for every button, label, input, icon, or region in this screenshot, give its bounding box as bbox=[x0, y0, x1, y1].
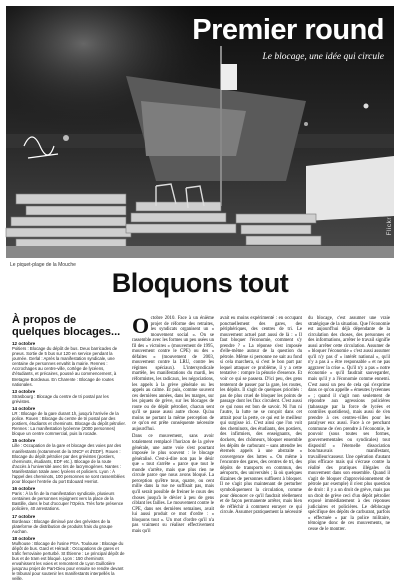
article-paragraph: Dans ce mouvement, sans avoir totalement remplacé l'horizon de la grève générale, une autre voie s'est pourtant imposée le plus souvent : le blocage généralisé. C'est-à-dire non pas le désir que « tout s'arrête » parce que tout le monde s'arrête, mais que plus rien ne circule parce que nous avons bloqué. La perception qu'être tous, quatre, ou cent mille dans la rue ne suffisait pas, mais qu'il serait possible de freiner le cours des choses jusqu'à le dévier à peu de gens ciblant les failles. Le mouvement contre le CPE, dans ses dernières semaines, avait lui aussi produit ce mot d'ordre : « bloquons tout ». Un mot d'ordre qu'il n'a pas vraiment su réaliser effectivement mais qu'il bbox=[132, 434, 214, 534]
photo-caption: Le piquet-plage de la Mouche bbox=[10, 262, 76, 268]
entry-date: 16 octobre bbox=[12, 486, 36, 492]
hero-title: Premier round bbox=[192, 14, 384, 46]
sidebar-entry bbox=[12, 406, 126, 436]
hero-photo bbox=[6, 6, 394, 258]
sidebar-title: À propos de quelques blocages... bbox=[12, 314, 121, 338]
headline: Bloquons tout bbox=[111, 268, 289, 298]
sidebar-blockades bbox=[12, 314, 126, 582]
sidebar-entry bbox=[12, 389, 126, 404]
entry-date: 18 octobre bbox=[12, 535, 36, 541]
article-column-3: du blocage, c'est assumer une vraie stratégique de la situation. Que l'économie est aujourd'hui déjà dépendante de la circulation des choses, des personnes et des informations, arrêter le travail signifie aussi arrêter cette circulation. Assumer de « bloquer l'économie » c'est aussi assumer qu'il n'y pas d' « intérêt national », qu'il n'y a pas à « être responsable » et ne pas aggraver la crise ». Qu'il n'y a pas « notre économie » qu'il faudrait sauvegarder, mais qu'il y a l'économie comme ennemi. C'est aussi un peu de cela qui s'exprime dans ce qu'on appelle « émeutes lycéennes » ; quand il s'agit non seulement de répondre aux agressions policières (tabassage par la force de lycées et contrôles quotidiens), mais aussi de s'en prendre à ces centres-villes pour les paralyser eux aussi. Face à ce penchant commune de s'en prendre à l'économie, le pouvoir (sous toutes ses formes, gouvernementales ou syndicales) tout dispositif « l'éternelle dissociation bon/mauvais manifestant, travailleur/casseur. Une opération d'autant plus efficace mais qui s'écrase contre la réalité des pratiques illégales du mouvement dans son ensemble. Quand il s'agit de bloquer d'approvisionnement de pétrole par exemple) il n'est plus question de droit : il y a un droit de grève, mais pas un droit de grève ceci d'un dépôt pétrolier exposé immédiatement à des réponses judiciaires et policières. Le déblocage spécifique des dépôts de carburant, parfois « effectuée » par la police militaire, témoigne donc de ces mouvements, ne cesse de le montrer. bbox=[308, 316, 390, 532]
article-column-1 bbox=[132, 313, 214, 560]
hero-subtitle: Le blocage, une idée qui circule bbox=[262, 52, 384, 62]
entry-text: Bordeaux : Blocage diminué par des grévistes de la plateforme de distribution de produits frais du groupe Auchan. bbox=[12, 518, 113, 534]
sidebar-entry bbox=[12, 536, 126, 582]
entry-date: 17 octobre bbox=[12, 513, 36, 519]
sidebar-entry bbox=[12, 514, 126, 534]
entry-date: 12 octobre bbox=[12, 341, 36, 346]
drop-cap: O bbox=[132, 313, 150, 338]
article-body bbox=[132, 313, 390, 560]
entry-text: Poitiers : Blocage du dépôt de bus. Deux barricades de pneus. Sortie de 5 bus sur 120 en service pendant la journée. Gerlal : Après la manifestation syndicale, une centaine de personnes envahit la mairie. Rennes : Accrochages au centre-ville, cortège de lycéens, d'étudiants, et précaires, poussé au commencement, à Bretagne Bordeaux. En Charente : Blocage de routes nationales. bbox=[12, 346, 118, 387]
entry-text: Mulhouse : Blocage de l'usine PSA. Toulouse : Blocage du dépôt de bus. Gard et Hérault : Occupations de gares et trafic ferroviaire perturbé. St Étienne : Le principal dépôt de bus et de tram est bloqué. Lyon : 150 cheminots envahissent les voies et remontent de Lyon Guillotière jusqu'au projet de Part-Dieu pour ensuite se rendre devant le tribunal pour soutenir les manifestants interpellés la veille. bbox=[12, 540, 125, 582]
entry-date: 13 octobre bbox=[12, 388, 36, 394]
sidebar-entry bbox=[12, 486, 126, 511]
sidebar-entry bbox=[12, 341, 126, 387]
entry-date: 15 octobre bbox=[12, 438, 36, 444]
sidebar-entry bbox=[12, 438, 126, 484]
entry-text: Paris : À la fin de la manifestation syndicale, plusieurs centaines de personnes rejoignent vers la place de la Bastille, dans le but d'occuper l'Opéra. Très forte présence policière, 40 arrestations. bbox=[12, 491, 124, 512]
entry-text: Strasbourg : Blocage du centre de tri postal par les grévistes. bbox=[12, 393, 109, 404]
entry-text: Lille : Occupation de la gare et blocage des voies par des manifestants (notamment de la SNCF et d'EDF). Rouen : Blocage du dépôt pétrolier par des grévistes (postiers, cheminots, étudiants, EDF etc.). Blocage de la route d'accès à l'université avec tirs de lacrymogènes. Nantes : Manifestation totale avec lycéens et policiers. Lyon : À l'appel des cheminots, 100 personnes se sont rassemblées pour bloquer l'entrée du port Edouard Herriot. bbox=[12, 443, 125, 485]
entry-text: LR : Blocage de la gare durant 1h, jusqu'à l'arrivée de la police. Rouen : Blocage du centre de tri postal par des postiers, étudiants et cheminots. Blocage du dépôt pétrolier. Rennes : La manifestation lycéenne (2000 personnes) bloque un centre commercial, puis la rocade. bbox=[12, 410, 126, 437]
entry-date: 14 octobre bbox=[12, 405, 36, 411]
photo-credit: Flickr bbox=[386, 217, 393, 236]
article-column-2: avait eu moins expérimenté : en occupant ponctuellement des gares, des périphériques, des centres de tri. Le mouvement actuel part aussi de là : « Il faut bloquer l'économie, comment s'y prendre ? » La réponse s'est imposée d'elle-même autour de la question du pétrole. Même si personne ne sait au fond si cela marchera, si c'est le bon part par lequel attaquer ce problème, il y a cette tentative : rompre la pénurie d'essence. Et voir ce qui se passera. D'ici peu, des gens tenteront de passer par la gare, les routes, les dépôts. Il s'agit de quelques priorités : pas de plus cruel de bloquer les points de passage dont les flux circulent. C'est aussi ce qui nous est bon de savoir. Ni l'un ni l'autre, la lutte ne se conçoit dans cet attrait pour la perte, ce qui est le meilleur qui surgisse ici. C'est ainsi que l'on voit des cheminots, des étudiants, des postiers, des infirmiers, des enseignants, des dockers, des chômeurs, bloquer ensemble les dépôts de carburant – sans attendre les éternels appels à une abstraite « convergence des luttes ». On même à l'encontre des gares, des centres de tri, des dépôts de transports en commun, des aéroports, des universités ; là où quelques dizaines de personnes suffisent à bloquer. Il ne s'agit plus maintenant de perturber symboliquement la circulation, comme pour dénoncer ce qu'il faudrait réellement et de façon permanente arrêter, mais bien de réfléchir à comment enrayer ce qui circule. Assumer pratiquement la nécessité bbox=[220, 316, 302, 516]
article-lead: ctobre 2010. Face à un énième projet de réforme des retraites, les syndicats organisent un « mouvement social ». On se rassemble avec les formes un peu usées un fil des « victoires » (mouvement de 1995, mouvement contre le CPE) ou des « défaites » (mouvement de 2003, mouvement contre la LRU, contre les régimes spéciaux). L'intersyndicale martèle, les manifestations du mardi, les réformistes, les radicaux, les négociations, les appels à la grève générale ou les appels au calme. Et puis, comme souvent ces dernières années, dans les marges, sur les piquets de grève, sur les blocages de route ou de dépôt pétrolier, chacun sent qu'il se passe aussi autre chose. Qu'au moins ne portant la même perception de ce qu'on est prête conséquente nécessite aujourd'hui. bbox=[132, 316, 214, 432]
